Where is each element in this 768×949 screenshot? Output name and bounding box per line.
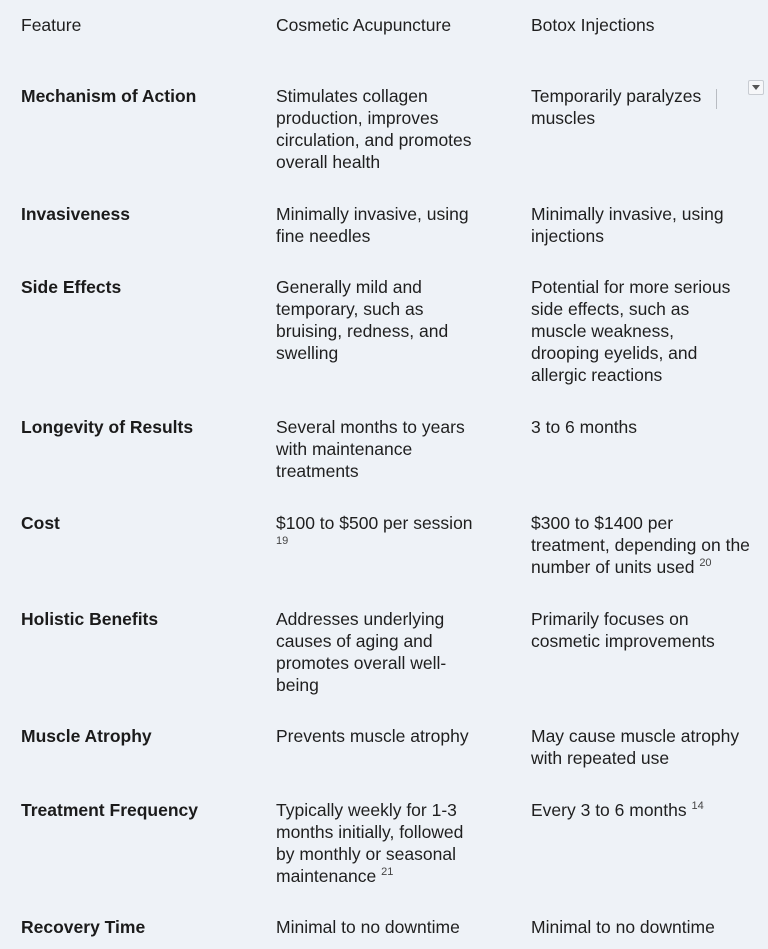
- row-botox-cell: Potential for more serious side effects, such as muscle weakness, drooping eyelids, and allergic reactions: [531, 277, 731, 385]
- row-acupuncture-cell: Minimally invasive, using fine needles: [276, 204, 469, 246]
- row-acupuncture-cell: Several months to years with maintenance treatments: [276, 417, 465, 481]
- row-feature-label: Longevity of Results: [21, 417, 194, 437]
- row-botox-cell: [531, 799, 753, 821]
- text-cursor: [716, 89, 717, 109]
- row-feature-label: Invasiveness: [21, 204, 130, 224]
- row-botox-text: $300 to $1400 per treatment, depending on the number of units used: [531, 513, 750, 577]
- header-botox-injections: Botox Injections: [531, 15, 655, 35]
- citation-link[interactable]: 19: [276, 535, 289, 547]
- row-acupuncture-cell: Minimal to no downtime: [276, 917, 460, 937]
- row-feature-label: Mechanism of Action: [21, 86, 197, 106]
- row-feature-label: Treatment Frequency: [21, 800, 198, 820]
- cell-dropdown-button[interactable]: [748, 80, 764, 95]
- row-acupuncture-cell: [276, 512, 511, 548]
- row-botox-cell: Primarily focuses on cosmetic improvements: [531, 609, 715, 651]
- row-acupuncture-cell: Prevents muscle atrophy: [276, 726, 469, 746]
- row-acupuncture-cell: Addresses underlying causes of aging and promotes overall well-being: [276, 609, 447, 695]
- row-acupuncture-text: Typically weekly for 1-3 months initially, followed by monthly or seasonal maintenance: [276, 800, 464, 886]
- row-feature-label: Muscle Atrophy: [21, 726, 152, 746]
- header-cosmetic-acupuncture: Cosmetic Acupuncture: [276, 15, 452, 35]
- citation-link[interactable]: 21: [381, 866, 394, 879]
- header-feature: Feature: [21, 15, 82, 35]
- table-header-row: [0, 0, 768, 60]
- row-acupuncture-cell: [276, 799, 481, 887]
- row-feature-label: Holistic Benefits: [21, 609, 159, 629]
- row-feature-label: Side Effects: [21, 277, 122, 297]
- row-botox-cell: Minimally invasive, using injections: [531, 204, 724, 246]
- row-acupuncture-cell: Generally mild and temporary, such as bruising, redness, and swelling: [276, 277, 449, 363]
- row-botox-cell: May cause muscle atrophy with repeated use: [531, 726, 740, 768]
- citation-link[interactable]: 20: [699, 557, 712, 570]
- row-botox-text: Temporarily paralyzes muscles: [531, 86, 702, 128]
- row-botox-cell: Minimal to no downtime: [531, 917, 715, 937]
- row-botox-cell: [531, 512, 753, 578]
- row-feature-label: Recovery Time: [21, 917, 146, 937]
- row-botox-cell: 3 to 6 months: [531, 417, 638, 437]
- row-botox-text: Every 3 to 6 months: [531, 800, 687, 820]
- row-botox-cell[interactable]: [531, 85, 721, 129]
- citation-link[interactable]: 14: [691, 800, 704, 813]
- row-feature-label: Cost: [21, 513, 60, 533]
- row-acupuncture-cell: Stimulates collagen production, improves circulation, and promotes overall health: [276, 86, 472, 172]
- row-acupuncture-text: $100 to $500 per session: [276, 513, 473, 533]
